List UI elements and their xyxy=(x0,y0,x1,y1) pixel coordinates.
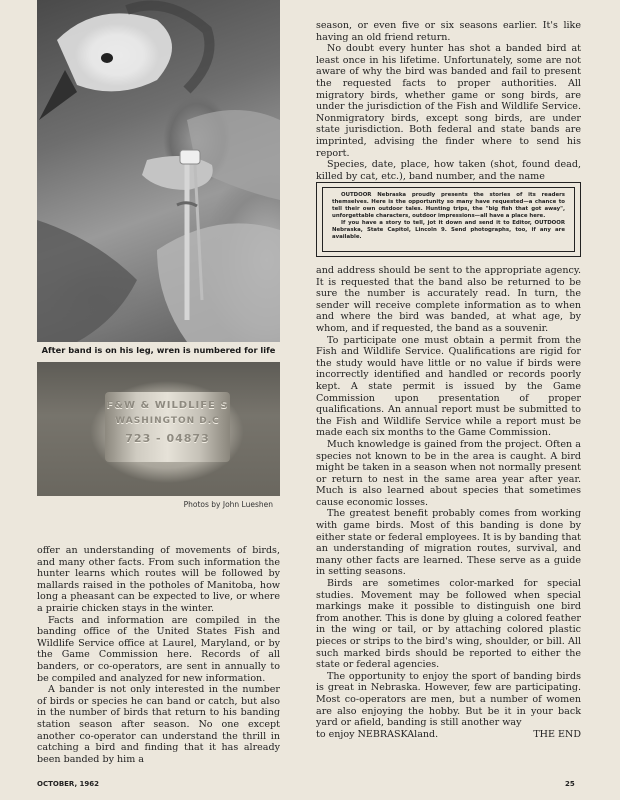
paragraph: Much knowledge is gained from the project. Often a species not known to be in the area is caught. A bird might be taken in a season when not normally present or return to nest in the same area year after year. Much is also learned about species that sometimes cause economic losses. xyxy=(316,438,581,508)
article-right-column-top xyxy=(316,20,581,182)
notice-inner-border xyxy=(322,187,575,252)
photo-credit: Photos by John Lueshen xyxy=(183,500,273,509)
notice-paragraph: If you have a story to tell, jot it down and send it to Editor, OUTDOOR Nebraska, State Capitol, Lincoln 9. Send photographs, too, if any are available. xyxy=(332,220,565,240)
paragraph: A bander is not only interested in the number of birds or species he can band or catch, but also in the number of birds that return to his banding station season after season. No one except another co-operator can understand the thrill in catching a bird and finding that it has already been banded by him a xyxy=(37,684,280,765)
reader-stories-notice-box xyxy=(316,182,581,257)
band-number: 723 - 04873 xyxy=(125,432,210,445)
paragraph: Species, date, place, how taken (shot, found dead, killed by cat, etc.), band number, and the name xyxy=(316,159,581,182)
page-number: 25 xyxy=(565,780,575,788)
article-left-column xyxy=(37,545,280,765)
footer-date: OCTOBER, 1962 xyxy=(37,780,100,788)
paragraph: To participate one must obtain a permit from the Fish and Wildlife Service. Qualifications are rigid for the study would have little or no value if birds were incorrectly identified and handled or records poorly kept. A state permit is issued by the Game Commission upon presentation of proper qualifications. An annual report must be submitted to the Fish and Wildlife Service while a report must be made each six months to the Game Commission. xyxy=(316,334,581,439)
paragraph: Facts and information are compiled in the banding office of the United States Fish and Wildlife Service office at Laurel, Maryland, or by the Game Commission here. Records of all banders, or co-operators, are sent in annually to be compiled and analyzed for new information. xyxy=(37,614,280,684)
wren-banding-photo xyxy=(37,0,280,342)
article-right-column-bottom xyxy=(316,265,581,740)
bird-band xyxy=(105,392,230,462)
paragraph: Birds are sometimes color-marked for special studies. Movement may be followed when special markings make it possible to distinguish one bird from another. This is done by gluing a colored feather in the wing or tail, or by attaching colored plastic pieces or strips to the bird's wing, shoulder, or bill. All such marked birds should be reported to either the state or federal agencies. xyxy=(316,578,581,671)
paragraph: season, or even five or six seasons earlier. It's like having an old friend return. xyxy=(316,20,581,43)
last-line: to enjoy NEBRASKAland. xyxy=(316,728,439,740)
paragraph: No doubt every hunter has shot a banded bird at least once in his lifetime. Unfortunately, some are not aware of why the bird was banded and fail to present the requested facts to proper authorities. All migratory birds, whether game or song birds, are under the jurisdiction of the Fish and Wildlife Service. Nonmigratory birds, except song birds, are under state jurisdiction. Both federal and state bands are imprinted, advising the finder where to send his report. xyxy=(316,43,581,159)
notice-paragraph: OUTDOOR Nebraska proudly presents the stories of its readers themselves. Here is the opportunity so many have requested—a chance to tell their own outdoor tales. Hunting trips, the "big fish that got away", unforgettable characters, outdoor impressions—all have a place here. xyxy=(332,192,565,219)
photo-caption: After band is on his leg, wren is numbered for life xyxy=(41,345,276,355)
paragraph: offer an understanding of movements of birds, and many other facts. From such information the hunter learns which routes will be followed by mallards raised in the potholes of Manitoba, how long a pheasant can be expected to live, or where a prairie chicken stays in the winter. xyxy=(37,545,280,614)
closing-line xyxy=(316,729,581,741)
bird-band-closeup-photo xyxy=(37,362,280,496)
paragraph: The opportunity to enjoy the sport of banding birds is great in Nebraska. However, few are participating. Most co-operators are men, but a number of women are also enjoying the hobby. But be it in your back yard or afield, banding is still another way xyxy=(316,670,581,729)
band-text-line-2: WASHINGTON D.C xyxy=(115,416,220,426)
paragraph: The greatest benefit probably comes from working with game birds. Most of this banding is done by either state or federal employees. It is by banding that an understanding of migration routes, survival, and many other facts are learned. These serve as a guide in setting seasons. xyxy=(316,508,581,578)
the-end: THE END xyxy=(533,728,581,740)
band-text-line-1: F&W & WILDLIFE S xyxy=(106,400,229,411)
paragraph: and address should be sent to the appropriate agency. It is requested that the band also be returned to be sure the number is accurately read. In turn, the sender will receive complete information as to when and where the bird was banded, at what age, by whom, and if requested, the band as a souvenir. xyxy=(316,265,581,334)
